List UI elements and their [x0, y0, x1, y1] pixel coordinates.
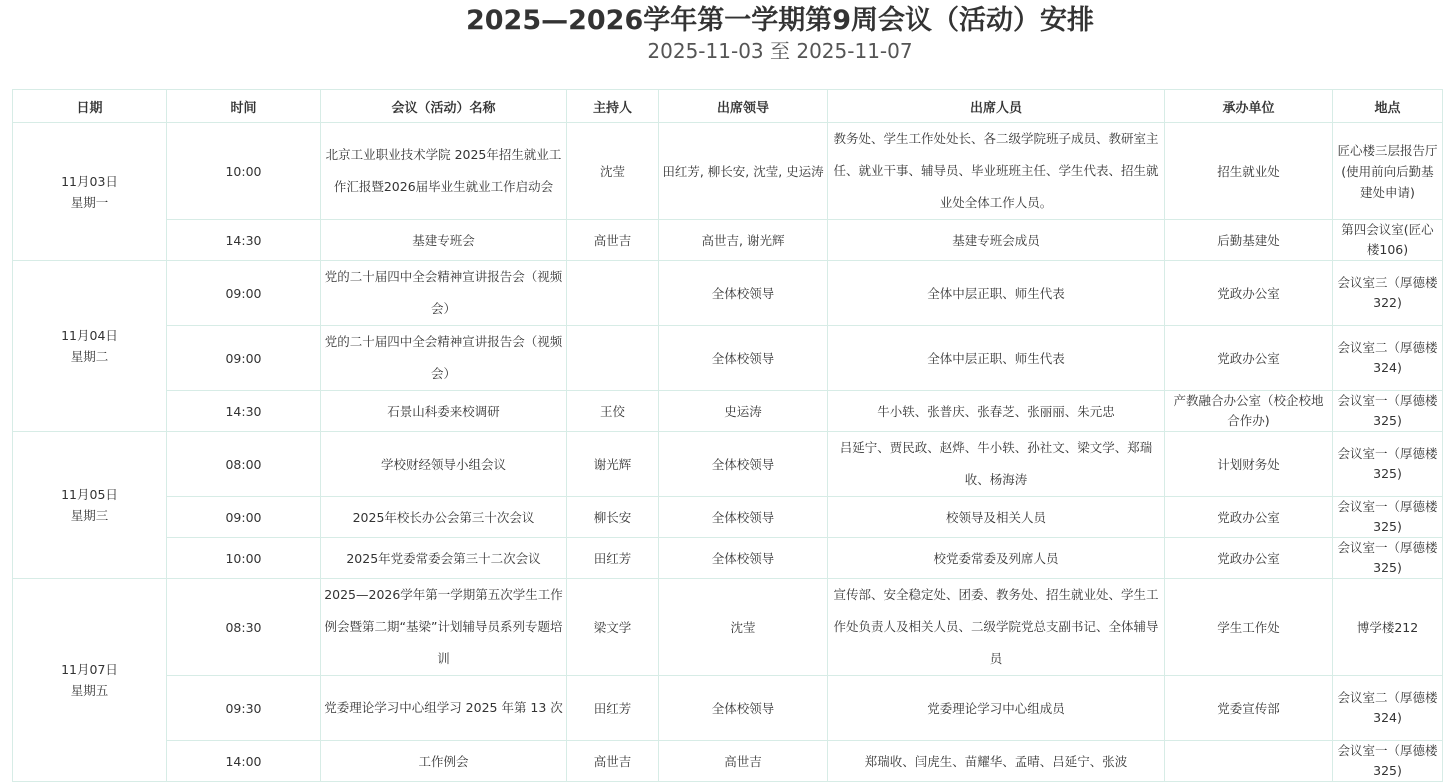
organizer-cell: 产教融合办公室（校企校地合作办)	[1165, 391, 1333, 432]
host-cell: 谢光辉	[567, 432, 659, 497]
event-name-cell: 石景山科委来校调研	[321, 391, 567, 432]
location-cell: 博学楼212	[1333, 579, 1443, 676]
attendees-cell: 党委理论学习中心组成员	[828, 676, 1165, 741]
table-row	[13, 741, 1443, 782]
weekday-label: 星期二	[70, 349, 109, 364]
location-cell: 会议室二（厚德楼324)	[1333, 676, 1443, 741]
host-cell: 梁文学	[567, 579, 659, 676]
location-cell: 会议室一（厚德楼325)	[1333, 391, 1443, 432]
leaders-cell: 全体校领导	[659, 538, 828, 579]
location-cell: 匠心楼三层报告厅 (使用前向后勤基建处申请)	[1333, 123, 1443, 220]
host-cell	[567, 261, 659, 326]
host-cell: 王佼	[567, 391, 659, 432]
location-cell: 会议室一（厚德楼325)	[1333, 741, 1443, 782]
location-cell: 会议室二（厚德楼324)	[1333, 326, 1443, 391]
weekday-label: 星期三	[70, 508, 109, 523]
leaders-cell: 全体校领导	[659, 261, 828, 326]
table-row	[13, 123, 1443, 220]
date-cell	[13, 261, 167, 432]
location-cell: 会议室一（厚德楼325)	[1333, 497, 1443, 538]
event-name-cell: 工作例会	[321, 741, 567, 782]
event-name-cell: 基建专班会	[321, 220, 567, 261]
event-name-cell: 党的二十届四中全会精神宣讲报告会（视频会）	[321, 261, 567, 326]
event-name-cell: 党委理论学习中心组学习 2025 年第 13 次	[321, 676, 567, 741]
event-name-cell: 党的二十届四中全会精神宣讲报告会（视频会）	[321, 326, 567, 391]
time-cell: 08:00	[167, 432, 321, 497]
weekday-label: 星期五	[70, 683, 109, 698]
location-cell: 第四会议室(匠心楼106)	[1333, 220, 1443, 261]
attendees-cell: 宣传部、安全稳定处、团委、教务处、招生就业处、学生工作处负责人及相关人员、二级学院党总支副书记、全体辅导员	[828, 579, 1165, 676]
event-name-cell: 北京工业职业技术学院 2025年招生就业工作汇报暨2026届毕业生就业工作启动会	[321, 123, 567, 220]
organizer-cell: 党委宣传部	[1165, 676, 1333, 741]
col-header-date: 日期	[13, 90, 167, 123]
event-name-cell: 学校财经领导小组会议	[321, 432, 567, 497]
page-title: 2025—2026学年第一学期第9周会议（活动）安排	[465, 5, 1095, 36]
time-cell: 10:00	[167, 538, 321, 579]
table-row	[13, 326, 1443, 391]
organizer-cell: 党政办公室	[1165, 326, 1333, 391]
table-row	[13, 261, 1443, 326]
attendees-cell: 全体中层正职、师生代表	[828, 326, 1165, 391]
host-cell: 柳长安	[567, 497, 659, 538]
leaders-cell: 田红芳, 柳长安, 沈莹, 史运涛	[659, 123, 828, 220]
organizer-cell: 党政办公室	[1165, 538, 1333, 579]
event-name-cell: 2025年党委常委会第三十二次会议	[321, 538, 567, 579]
leaders-cell: 史运涛	[659, 391, 828, 432]
table-row	[13, 497, 1443, 538]
host-cell: 田红芳	[567, 538, 659, 579]
attendees-cell: 吕延宁、贾民政、赵烨、牛小轶、孙社文、梁文学、郑瑞收、杨海涛	[828, 432, 1165, 497]
col-header-host: 主持人	[567, 90, 659, 123]
table-row	[13, 432, 1443, 497]
table-row	[13, 391, 1443, 432]
col-header-location: 地点	[1333, 90, 1443, 123]
leaders-cell: 全体校领导	[659, 676, 828, 741]
attendees-cell: 校领导及相关人员	[828, 497, 1165, 538]
time-cell: 09:00	[167, 261, 321, 326]
leaders-cell: 全体校领导	[659, 432, 828, 497]
date-label: 11月07日	[61, 662, 118, 677]
attendees-cell: 郑瑞收、闫虎生、苗耀华、孟晴、吕延宁、张波	[828, 741, 1165, 782]
header-row	[13, 90, 1443, 123]
table-row	[13, 676, 1443, 741]
time-cell: 14:30	[167, 220, 321, 261]
organizer-cell: 后勤基建处	[1165, 220, 1333, 261]
time-cell: 09:00	[167, 326, 321, 391]
table-row	[13, 579, 1443, 676]
time-cell: 10:00	[167, 123, 321, 220]
host-cell: 沈莹	[567, 123, 659, 220]
location-cell: 会议室一（厚德楼325)	[1333, 432, 1443, 497]
attendees-cell: 基建专班会成员	[828, 220, 1165, 261]
attendees-cell: 教务处、学生工作处处长、各二级学院班子成员、教研室主任、就业干事、辅导员、毕业班班主任、学生代表、招生就业处全体工作人员。	[828, 123, 1165, 220]
attendees-cell: 牛小轶、张普庆、张春芝、张丽丽、朱元忠	[828, 391, 1165, 432]
col-header-organizer: 承办单位	[1165, 90, 1333, 123]
weekday-label: 星期一	[70, 194, 109, 210]
location-cell: 会议室三（厚德楼322)	[1333, 261, 1443, 326]
date-cell	[13, 123, 167, 261]
leaders-cell: 全体校领导	[659, 326, 828, 391]
col-header-time: 时间	[167, 90, 321, 123]
organizer-cell: 招生就业处	[1165, 123, 1333, 220]
date-cell	[13, 579, 167, 782]
organizer-cell	[1165, 741, 1333, 782]
date-label: 11月05日	[61, 487, 118, 502]
event-name-cell: 2025—2026学年第一学期第五次学生工作例会暨第二期“基梁”计划辅导员系列专题培训	[321, 579, 567, 676]
organizer-cell: 党政办公室	[1165, 497, 1333, 538]
leaders-cell: 高世吉	[659, 741, 828, 782]
table-row	[13, 220, 1443, 261]
attendees-cell: 校党委常委及列席人员	[828, 538, 1165, 579]
host-cell: 田红芳	[567, 676, 659, 741]
leaders-cell: 沈莹	[659, 579, 828, 676]
col-header-name: 会议（活动）名称	[321, 90, 567, 123]
date-label: 11月04日	[61, 328, 118, 343]
organizer-cell: 计划财务处	[1165, 432, 1333, 497]
time-cell: 08:30	[167, 579, 321, 676]
organizer-cell: 党政办公室	[1165, 261, 1333, 326]
time-cell: 09:30	[167, 676, 321, 741]
attendees-cell: 全体中层正职、师生代表	[828, 261, 1165, 326]
time-cell: 09:00	[167, 497, 321, 538]
host-cell	[567, 326, 659, 391]
location-cell: 会议室一（厚德楼325)	[1333, 538, 1443, 579]
date-range: 2025-11-03 至 2025-11-07	[647, 39, 913, 63]
leaders-cell: 高世吉, 谢光辉	[659, 220, 828, 261]
date-label: 11月03日	[61, 173, 118, 189]
time-cell: 14:30	[167, 391, 321, 432]
leaders-cell: 全体校领导	[659, 497, 828, 538]
col-header-attendees: 出席人员	[828, 90, 1165, 123]
date-cell	[13, 432, 167, 579]
col-header-leaders: 出席领导	[659, 90, 828, 123]
time-cell: 14:00	[167, 741, 321, 782]
host-cell: 高世吉	[567, 741, 659, 782]
event-name-cell: 2025年校长办公会第三十次会议	[321, 497, 567, 538]
schedule-table	[12, 89, 1443, 782]
table-row	[13, 538, 1443, 579]
organizer-cell: 学生工作处	[1165, 579, 1333, 676]
host-cell: 高世吉	[567, 220, 659, 261]
